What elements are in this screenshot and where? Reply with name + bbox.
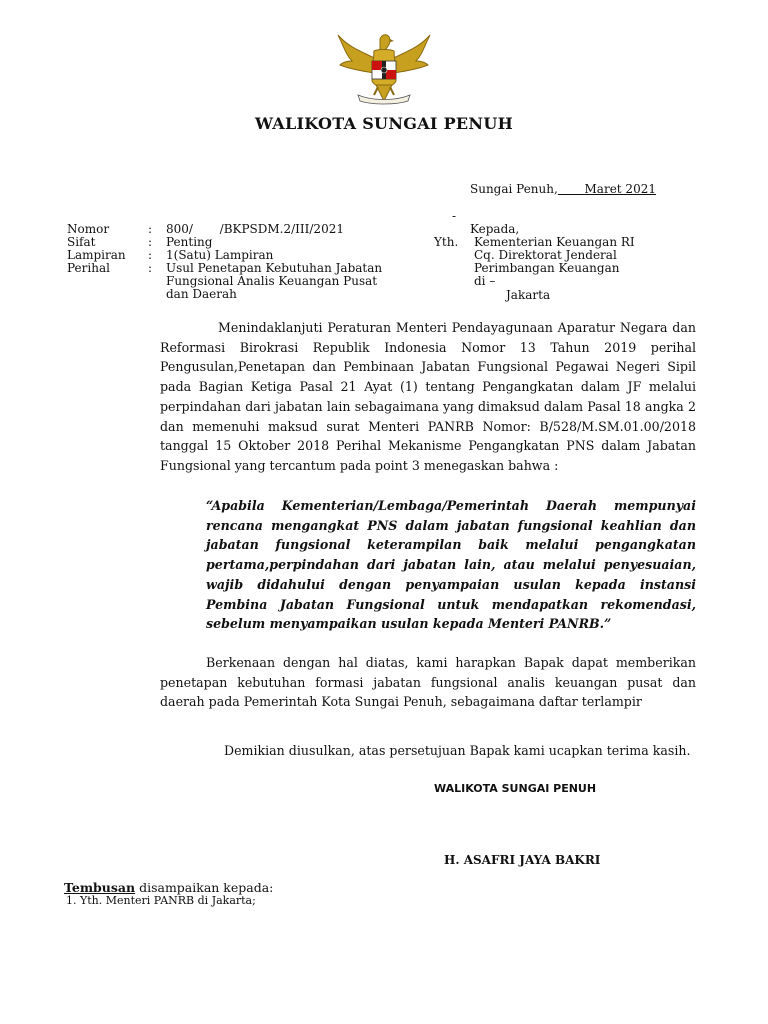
colon: : bbox=[148, 248, 153, 262]
addressee-dash: - bbox=[452, 209, 457, 223]
body-paragraph-1: Menindaklanjuti Peraturan Menteri Pendayagunaan Aparatur Negara dan Reformasi Birokrasi Republik Indonesia Nomor 13 Tahun 2019 perihal Pengusulan,Penetapan dan Pembinaan Jabatan Fungsional Pegawai Negeri Sipil pada Bagian Ketiga Pasal 21 Ayat (1) tentang Pengangkatan dalam JF melalui perpindahan dari jabatan lain sebagaimana yang dimaksud dalam Pasal 18 angka 2 dan memenuhi maksud surat Menteri PANRB Nomor: B/528/M.SM.01.00/2018 tanggal 15 Oktober 2018 Perihal Mekanisme Pengangkatan PNS dalam Jabatan Fungsional yang tercantum pada point 3 menegaskan bahwa : bbox=[160, 320, 696, 473]
lampiran-value: 1(Satu) Lampiran bbox=[166, 248, 274, 262]
date-place: Sungai Penuh, bbox=[470, 182, 558, 196]
sifat-value: Penting bbox=[166, 235, 213, 249]
tembusan-item: 1. Yth. Menteri PANRB di Jakarta; bbox=[66, 894, 256, 907]
date-line bbox=[470, 182, 656, 196]
perihal-line: Usul Penetapan Kebutuhan Jabatan bbox=[166, 261, 383, 275]
body-quote: “Apabila Kementerian/Lembaga/Pemerintah Daerah mempunyai rencana mengangkat PNS dalam jabatan fungsional keahlian dan jabatan fungsional keterampilan baik melalui pengangkatan pertama,perpindahan dari jabatan lain, atau melalui penyesuaian, wajib didahului dengan penyampaian usulan kepada instansi Pembina Jabatan Fungsional untuk mendapatkan rekomendasi, sebelum menyampaikan usulan kepada Menteri PANRB.” bbox=[206, 498, 696, 632]
sifat-label: Sifat bbox=[67, 235, 96, 249]
tembusan-heading bbox=[64, 880, 273, 895]
nomor-label: Nomor bbox=[67, 222, 110, 236]
nomor-value: 800/ /BKPSDM.2/III/2021 bbox=[166, 222, 344, 236]
addressee-kepada: Kepada, bbox=[470, 222, 520, 236]
perihal-label: Perihal bbox=[67, 261, 110, 275]
body-paragraph-2: Berkenaan dengan hal diatas, kami harapkan Bapak dapat memberikan penetapan kebutuhan formasi jabatan fungsional analis keuangan pusat dan daerah pada Pemerintah Kota Sungai Penuh, sebagaimana daftar terlampir bbox=[160, 655, 696, 710]
tembusan-label: Tembusan bbox=[64, 880, 136, 895]
addressee-line: Kementerian Keuangan RI bbox=[474, 235, 635, 249]
tembusan-suffix: disampaikan kepada: bbox=[135, 880, 274, 895]
addressee-line: Cq. Direktorat Jenderal bbox=[474, 248, 617, 262]
date-value: Maret 2021 bbox=[584, 182, 656, 196]
addressee-city: Jakarta bbox=[506, 288, 551, 302]
colon: : bbox=[148, 261, 153, 275]
perihal-line: Fungsional Analis Keuangan Pusat bbox=[166, 274, 378, 288]
addressee-line: Perimbangan Keuangan bbox=[474, 261, 620, 275]
lampiran-label: Lampiran bbox=[67, 248, 126, 262]
colon: : bbox=[148, 235, 153, 249]
perihal-line: dan Daerah bbox=[166, 287, 237, 301]
addressee-yth: Yth. bbox=[434, 235, 459, 249]
garuda-pancasila-emblem bbox=[336, 31, 432, 107]
body-closing: Demikian diusulkan, atas persetujuan Bapak kami ucapkan terima kasih. bbox=[224, 743, 691, 758]
colon: : bbox=[148, 222, 153, 236]
addressee-line: di – bbox=[474, 274, 496, 288]
signature-name: H. ASAFRI JAYA BAKRI bbox=[444, 853, 601, 867]
letter-title: WALIKOTA SUNGAI PENUH bbox=[254, 114, 513, 133]
signature-title: WALIKOTA SUNGAI PENUH bbox=[434, 782, 597, 795]
